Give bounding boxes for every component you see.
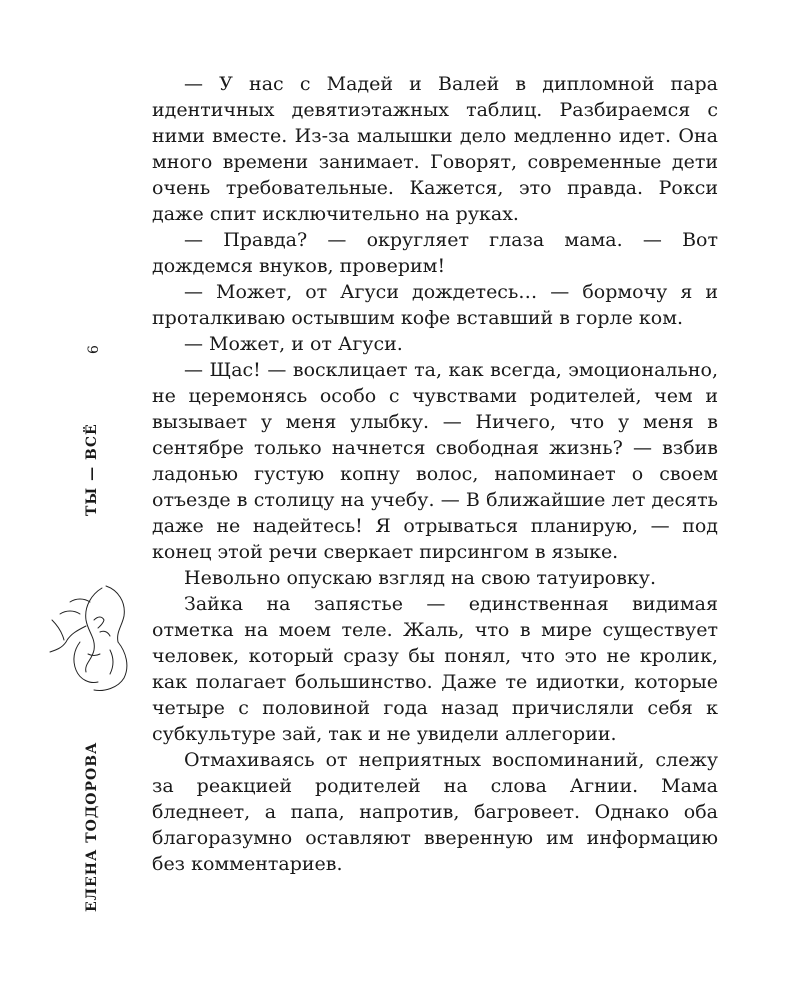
paragraph: — Может, и от Агуси. [184, 333, 403, 355]
paragraph: Невольно опускаю взгляд на свою татуировку. [184, 567, 656, 589]
running-title: ТЫ — ВСЁ [84, 423, 100, 516]
page-text [152, 71, 718, 877]
paragraph: Отмахиваясь от неприятных воспоминаний, слежу за реакцией родителей на слова Агнии. Мама бледнеет, а папа, напротив, багровеет. Однако оба благоразумно оставляют вверенную им информацию без комментариев. [152, 749, 718, 875]
paragraph: — Может, от Агуси дождетесь… — бормочу я и проталкиваю остывшим кофе вставший в горле ком. [152, 281, 718, 329]
paragraph: — Правда? — округляет глаза мама. — Вот дождемся внуков, проверим! [152, 229, 718, 277]
paragraph: — Щас! — восклицает та, как всегда, эмоционально, не церемонясь особо с чувствами родителей, чем и вызывает у меня улыбку. — Ничего, что у меня в сентябре только начнется свободная жизнь? — взбив ладонью густую копну волос, напоминает о своем отъезде в столицу на учебу. — В ближайшие лет десять даже не надейтесь! Я отрываться планирую, — под конец этой речи сверкает пирсингом в языке. [152, 359, 718, 563]
couple-line-drawing-icon [40, 580, 150, 700]
paragraph: Зайка на запястье — единственная видимая отметка на моем теле. Жаль, что в мире существует человек, который сразу бы понял, что это не кролик, как полагает большинство. Даже те идиотки, которые четыре с половиной года назад причисляли себя к субкультуре зай, так и не увидели аллегории. [152, 593, 718, 745]
page-number: 6 [86, 344, 102, 354]
author-name: ЕЛЕНА ТОДОРОВА [84, 741, 100, 912]
paragraph: — У нас с Мадей и Валей в дипломной пара идентичных девятиэтажных таблиц. Разбираемся с ними вместе. Из-за малышки дело медленно идет. Она много времени занимает. Говорят, современные дети очень требовательные. Кажется, это правда. Рокси даже спит исключительно на руках. [152, 73, 718, 225]
